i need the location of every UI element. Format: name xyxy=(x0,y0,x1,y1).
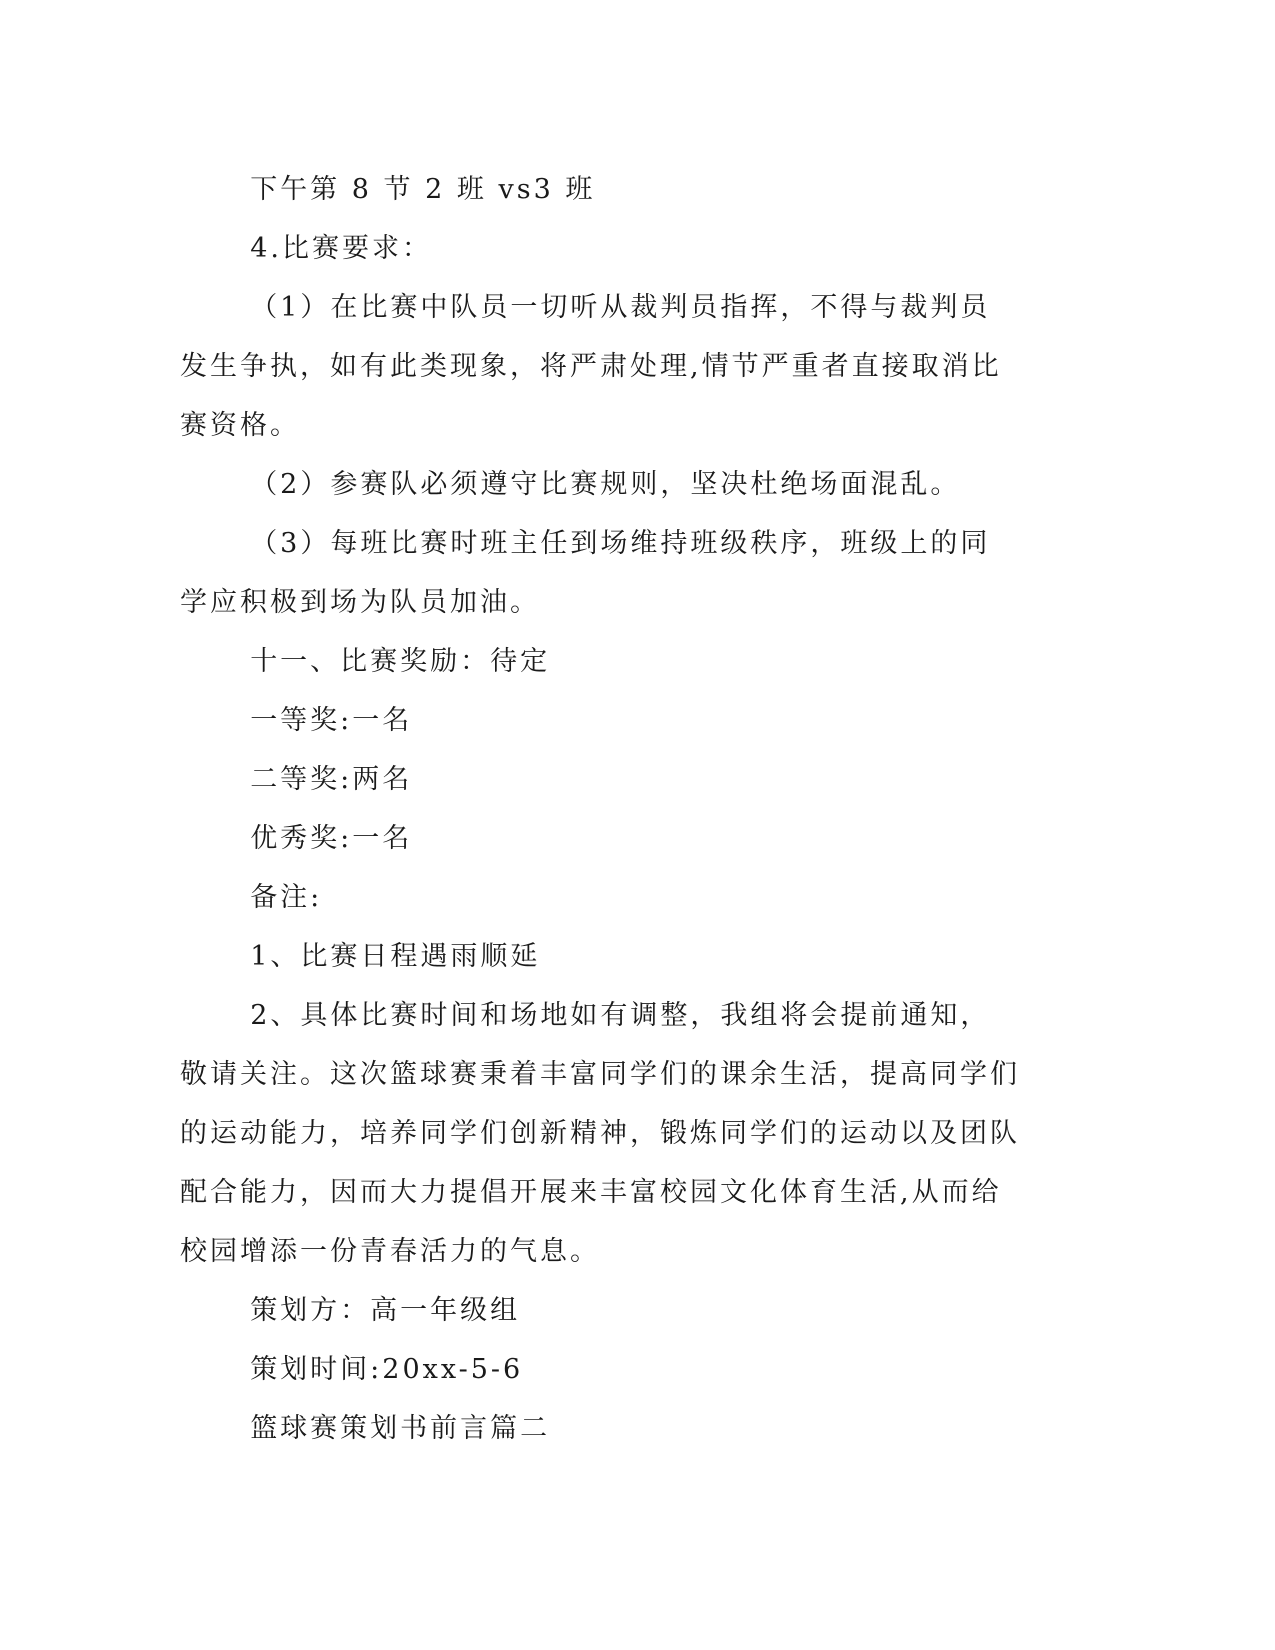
date-line: 策划时间:20xx-5-6 xyxy=(250,1354,524,1385)
award-first-prize: 一等奖:一名 xyxy=(250,705,413,736)
section-heading-requirements: 4.比赛要求： xyxy=(250,233,432,264)
requirement-item-2: （2）参赛队必须遵守比赛规则，坚决杜绝场面混乱。 xyxy=(250,469,961,500)
organizer-line: 策划方：高一年级组 xyxy=(250,1295,521,1326)
document-body xyxy=(180,160,1020,1458)
note-item-2: 2、具体比赛时间和场地如有调整，我组将会提前通知，敬请关注。这次篮球赛秉着丰富同学们的课余生活，提高同学们的运动能力，培养同学们创新精神，锻炼同学们的运动以及团队配合能力，因而大力提倡开展来丰富校园文化体育生活,从而给校园增添一份青春活力的气息。 xyxy=(180,1000,1020,1267)
schedule-line: 下午第 8 节 2 班 vs3 班 xyxy=(250,174,596,205)
notes-heading: 备注: xyxy=(250,882,323,913)
requirement-item-3: （3）每班比赛时班主任到场维持班级秩序，班级上的同学应积极到场为队员加油。 xyxy=(180,528,991,618)
requirement-item-1: （1）在比赛中队员一切听从裁判员指挥，不得与裁判员发生争执，如有此类现象，将严肃处理,情节严重者直接取消比赛资格。 xyxy=(180,292,1002,441)
section-heading-awards: 十一、比赛奖励：待定 xyxy=(250,646,551,677)
note-item-1: 1、比赛日程遇雨顺延 xyxy=(250,941,541,972)
award-second-prize: 二等奖:两名 xyxy=(250,764,413,795)
next-section-title: 篮球赛策划书前言篇二 xyxy=(250,1413,551,1444)
award-excellence: 优秀奖:一名 xyxy=(250,823,413,854)
